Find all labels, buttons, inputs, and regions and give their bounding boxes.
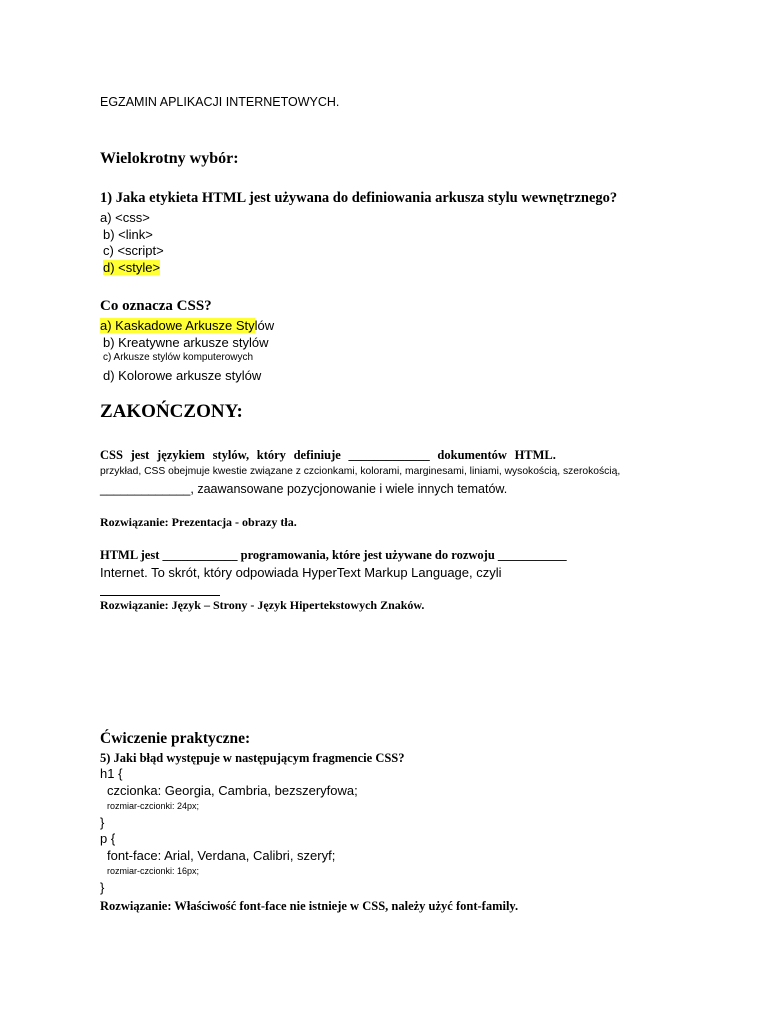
code-line: h1 {: [100, 766, 123, 781]
word: językiem: [157, 448, 205, 462]
q2-option-b: b) Kreatywne arkusze stylów: [103, 335, 269, 350]
question-5-solution: Rozwiązanie: Właściwość font-face nie istnieje w CSS, należy użyć font-family.: [100, 899, 519, 913]
section-heading-completion: ZAKOŃCZONY:: [100, 401, 243, 422]
q1-option-c: c) <script>: [103, 243, 164, 258]
question-5: 5) Jaki błąd występuje w następującym fragmencie CSS?: [100, 751, 405, 765]
answer-highlight: d) <style>: [103, 260, 161, 275]
q2-option-a-correct: [100, 318, 274, 333]
question-css-meaning: Co oznacza CSS?: [100, 298, 212, 314]
word: definiuje: [293, 448, 341, 462]
fill-in-2-line-2: Internet. To skrót, który odpowiada HyperText Markup Language, czyli: [100, 565, 502, 580]
word: CSS: [100, 448, 123, 462]
code-line: rozmiar-czcionki: 16px;: [107, 866, 200, 876]
q2-option-c: c) Arkusze stylów komputerowych: [103, 352, 254, 363]
q1-option-d-correct: [103, 260, 160, 275]
document-title: EGZAMIN APLIKACJI INTERNETOWYCH.: [100, 95, 340, 109]
fill-in-1-solution: Rozwiązanie: Prezentacja - obrazy tła.: [100, 515, 297, 529]
q1-option-a: a) <css>: [100, 210, 150, 225]
word: jest: [130, 448, 150, 462]
word: dokumentów: [437, 448, 507, 462]
answer-highlight: a) Kaskadowe Arkusze Sty: [100, 318, 255, 333]
fill-in-2-solution: Rozwiązanie: Język – Strony - Język Hipertekstowych Znaków.: [100, 598, 425, 612]
question-1: 1) Jaka etykieta HTML jest używana do definiowania arkusza stylu wewnętrznego?: [100, 190, 618, 206]
code-line: rozmiar-czcionki: 24px;: [107, 801, 200, 811]
code-line: }: [100, 815, 105, 830]
word: HTML.: [514, 448, 556, 462]
section-heading-practice: Ćwiczenie praktyczne:: [100, 730, 251, 747]
fill-in-1-line-3: _____________, zaawansowane pozycjonowanie i wiele innych tematów.: [100, 482, 508, 496]
q1-option-b: b) <link>: [103, 227, 153, 242]
code-line: p {: [100, 831, 116, 846]
q2-option-d: d) Kolorowe arkusze stylów: [103, 368, 262, 383]
blank-field: _____________: [348, 448, 430, 462]
section-heading-multiple-choice: Wielokrotny wybór:: [100, 150, 239, 167]
code-line: font-face: Arial, Verdana, Calibri, szeryf;: [107, 848, 336, 863]
word: który: [256, 448, 286, 462]
fill-in-1-line-2: przykład, CSS obejmuje kwestie związane z czcionkami, kolorami, marginesami, liniami, wysokością, szerokością,: [100, 466, 621, 477]
fill-in-1-line-1: [100, 448, 556, 463]
fill-in-2-line-1: HTML jest ____________ programowania, które jest używane do rozwoju ___________: [100, 548, 567, 562]
q2-option-a-rest: lów: [254, 318, 275, 333]
code-line: czcionka: Georgia, Cambria, bezszeryfowa;: [107, 783, 358, 798]
fill-in-2-blank-line: [100, 582, 220, 596]
word: stylów,: [212, 448, 250, 462]
code-line: }: [100, 880, 105, 895]
